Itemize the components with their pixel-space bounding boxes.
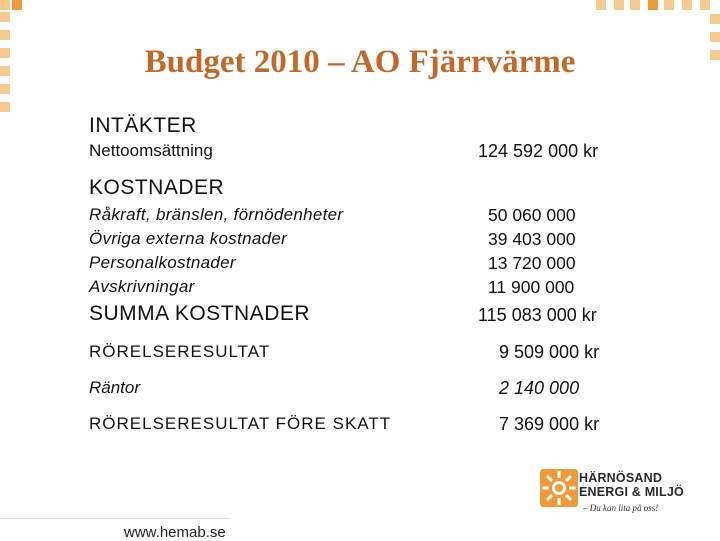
corner-square [630, 0, 640, 10]
cost-item-value: 50 060 000 [488, 205, 576, 225]
interest-value: 2 140 000 [499, 378, 580, 398]
footer-url[interactable]: www.hemab.se [124, 524, 226, 541]
corner-square [0, 12, 10, 22]
cost-item-label: Avskrivningar [89, 277, 195, 296]
logo-wordmark [579, 471, 684, 499]
interest-label: Räntor [89, 378, 141, 397]
operating-result-value: 9 509 000 kr [499, 342, 600, 362]
corner-square [700, 0, 710, 10]
cost-items-list [89, 203, 343, 299]
costs-heading: KOSTNADER [89, 176, 225, 199]
corner-square [710, 32, 720, 42]
corner-square [12, 0, 22, 10]
revenue-value: 124 592 000 kr [478, 141, 599, 161]
logo-slogan: – Du kan lita på oss! [583, 503, 659, 513]
corner-square [648, 0, 658, 10]
corner-square [614, 0, 624, 10]
company-logo [540, 469, 710, 519]
corner-square [0, 30, 10, 40]
cost-values-list [488, 203, 576, 299]
logo-line2: ENERGI & MILJÖ [579, 485, 684, 499]
revenue-heading: INTÄKTER [89, 114, 197, 137]
corner-square [0, 84, 10, 94]
result-before-tax-label: RÖRELSERESULTAT FÖRE SKATT [89, 414, 392, 433]
footer-divider [0, 518, 230, 519]
page-title: Budget 2010 – AO Fjärrvärme [144, 44, 576, 80]
corner-square [710, 14, 720, 24]
logo-line1: HÄRNÖSAND [579, 471, 663, 485]
result-before-tax-value: 7 369 000 kr [499, 414, 600, 434]
corner-square [0, 102, 10, 112]
cost-item-label: Råkraft, bränslen, förnödenheter [89, 205, 344, 224]
corner-square [682, 0, 692, 10]
corner-square [664, 0, 674, 10]
cost-item-label: Övriga externa kostnader [89, 229, 288, 248]
total-costs-label: SUMMA KOSTNADER [89, 302, 311, 325]
operating-result-label: RÖRELSERESULTAT [89, 342, 271, 361]
revenue-label: Nettoomsättning [89, 141, 213, 160]
sun-icon [540, 469, 578, 507]
cost-item-value: 39 403 000 [488, 229, 576, 249]
total-costs-value: 115 083 000 kr [478, 305, 597, 325]
cost-item-label: Personalkostnader [89, 253, 236, 272]
cost-item-value: 13 720 000 [488, 253, 576, 273]
cost-item-value: 11 900 000 [488, 277, 575, 297]
corner-square [0, 0, 10, 10]
corner-square [596, 0, 606, 10]
